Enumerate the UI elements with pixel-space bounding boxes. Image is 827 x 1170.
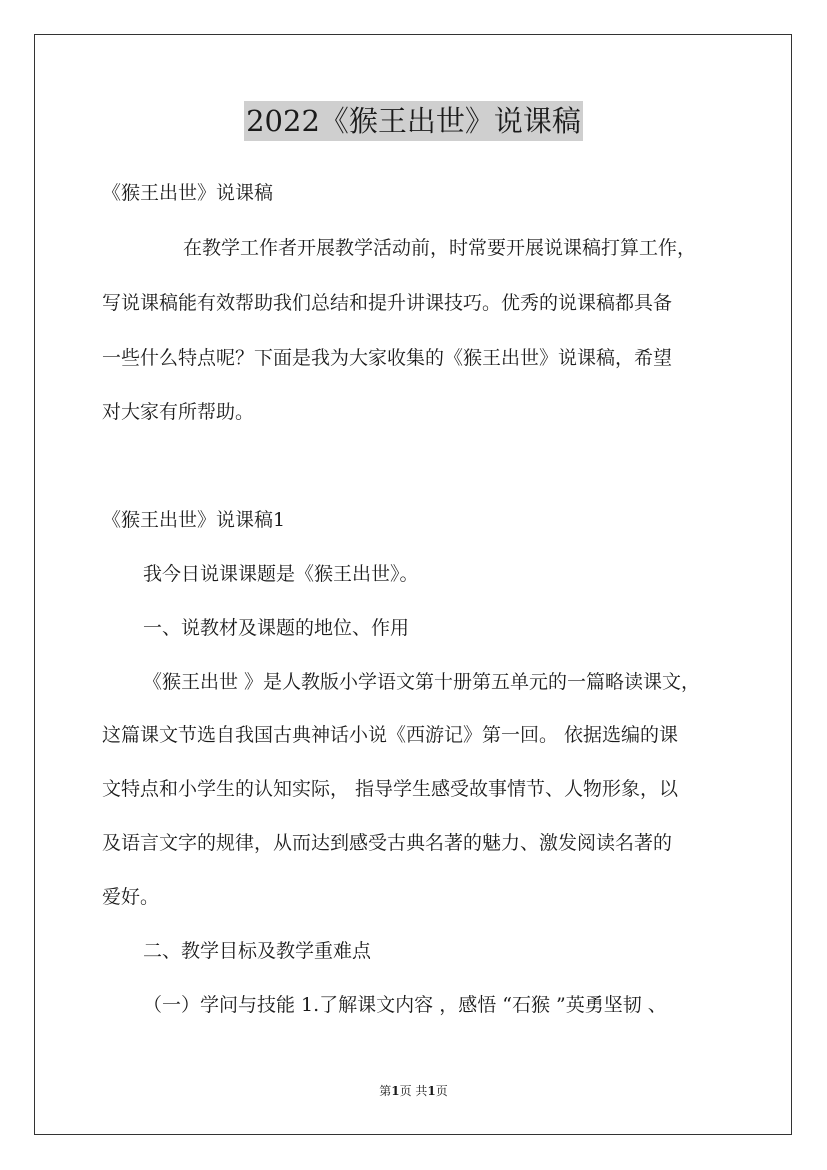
footer-current-page: 1	[391, 1084, 400, 1098]
paragraph-line: 爱好。	[102, 886, 160, 908]
subsection-heading: 一、说教材及课题的地位、作用	[143, 617, 410, 639]
title-container	[0, 101, 827, 141]
paragraph-line: 在教学工作者开展教学活动前，时常要开展说课稿打算工作，	[183, 237, 697, 259]
footer-total-pages: 1	[427, 1084, 436, 1098]
document-title: 2022《猴王出世》说课稿	[244, 101, 583, 141]
paragraph-line: 这篇课文节选自我国古典神话小说《西游记》第一回。 依据选编的课	[102, 724, 679, 746]
paragraph-line: 《猴王出世 》是人教版小学语文第十册第五单元的一篇略读课文，	[143, 671, 701, 693]
paragraph-line: （一）学问与技能 1.了解课文内容 ，感悟 “石猴 ”英勇坚韧 、	[143, 994, 667, 1016]
subsection-heading: 二、教学目标及教学重难点	[143, 940, 372, 962]
paragraph-line: 我今日说课课题是《猴王出世》。	[143, 563, 419, 585]
paragraph-line: 文特点和小学生的认知实际， 指导学生感受故事情节、人物形象，以	[102, 778, 679, 800]
footer-suffix: 页	[435, 1084, 448, 1098]
section-heading: 《猴王出世》说课稿	[102, 182, 274, 204]
footer-prefix: 第	[379, 1084, 392, 1098]
paragraph-line: 写说课稿能有效帮助我们总结和提升讲课技巧。优秀的说课稿都具备	[102, 292, 673, 314]
section-heading: 《猴王出世》说课稿1	[102, 509, 286, 531]
paragraph-line: 对大家有所帮助。	[102, 401, 255, 423]
paragraph-line: 及语言文字的规律，从而达到感受古典名著的魅力、激发阅读名著的	[102, 832, 673, 854]
footer-mid: 页 共	[399, 1084, 428, 1098]
page-footer	[0, 1083, 827, 1099]
paragraph-line: 一些什么特点呢？下面是我为大家收集的《猴王出世》说课稿，希望	[102, 347, 673, 369]
